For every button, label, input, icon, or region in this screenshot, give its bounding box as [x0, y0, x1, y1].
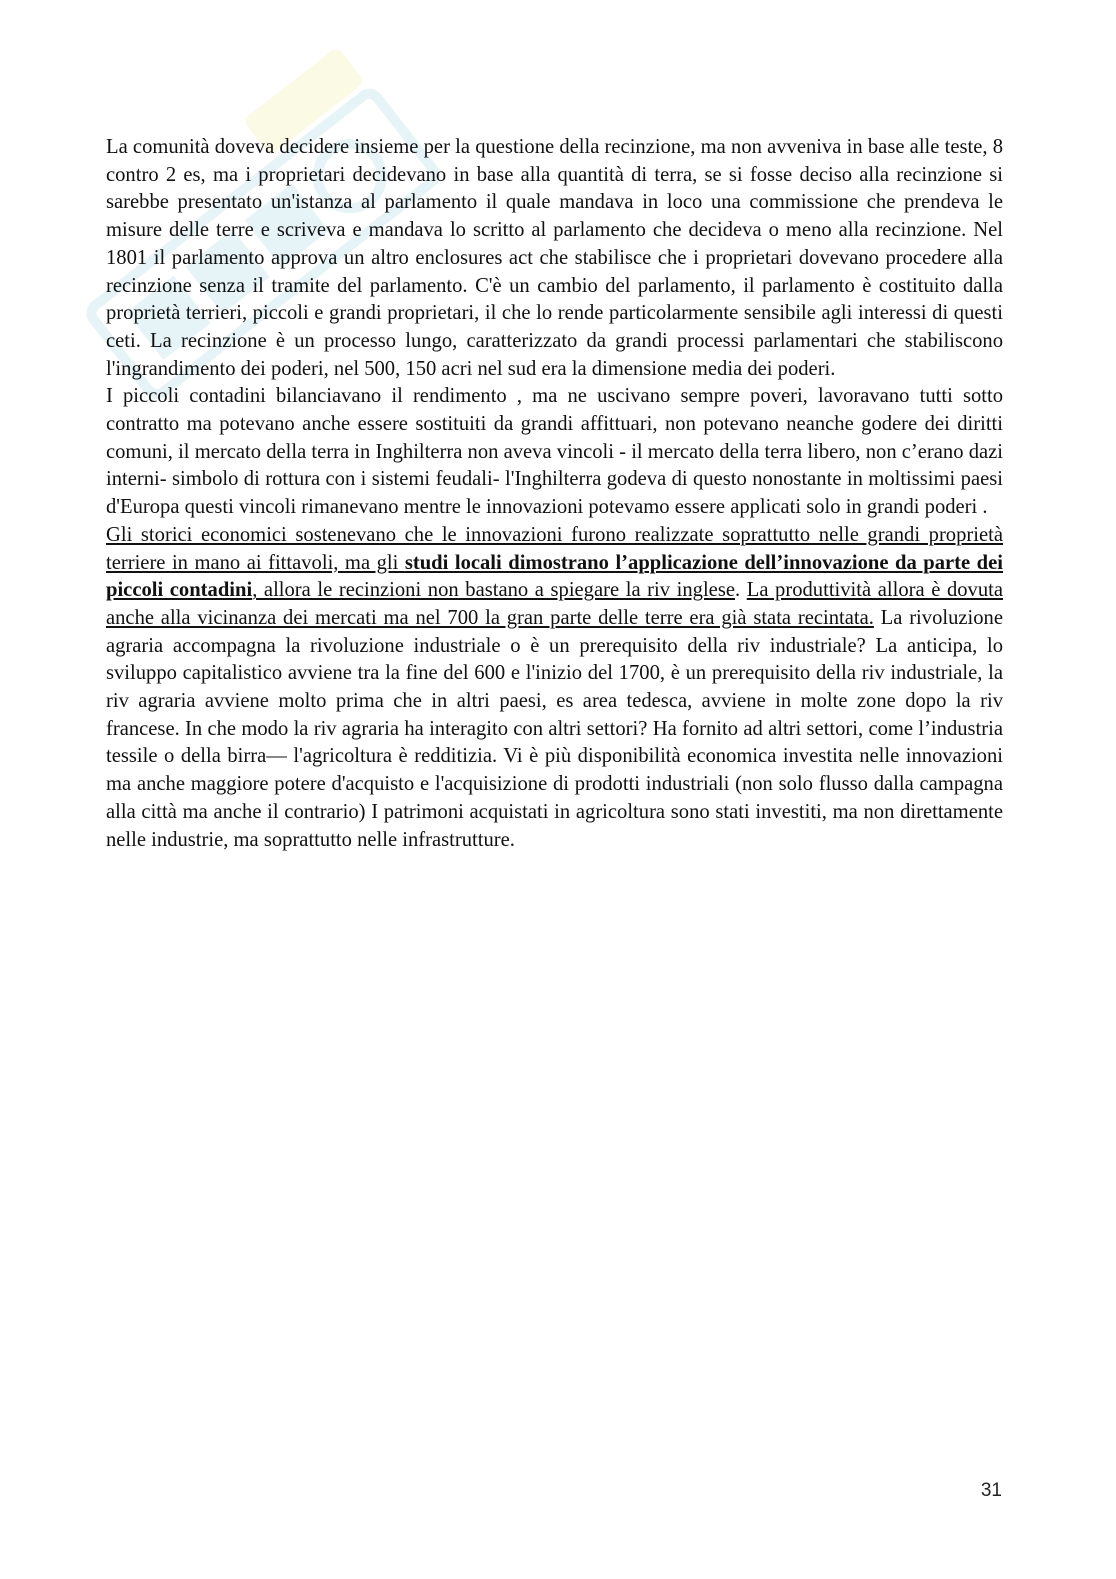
bold-underlined-text: studi locali dimostrano l’applicazione dell’innovazione da parte dei piccoli contadini [106, 551, 1003, 602]
paragraph-enclosures: La comunità doveva decidere insieme per la questione della recinzione, ma non avveniva in base alle teste, 8 contro 2 es, ma i proprietari decidevano in base alla quantità di terra, se si fosse deciso alla recinzione si sarebbe presentato un'istanza al parlamento il quale mandava in loco una commissione che prendeva le misure delle terre e scriveva e mandava lo scritto al parlamento che decideva o meno alla recinzione. Nel 1801 il parlamento approva un altro enclosures act che stabilisce che i proprietari dovevano procedere alla recinzione senza il tramite del parlamento. C'è un cambio del parlamento, il parlamento è costituito dalla proprietà terrieri, piccoli e grandi proprietari, il che lo rende particolarmente sensibile agli interessi di questi ceti. La recinzione è un processo lungo, caratterizzato da grandi processi parlamentari che stabiliscono l'ingrandimento dei poderi, nel 500, 150 acri nel sud era la dimensione media dei poderi. [106, 136, 1003, 380]
paragraph-agrarian-revolution [106, 522, 1003, 854]
plain-text: . [734, 579, 747, 602]
underlined-text: Gli storici economici sostenevano che le innovazioni furono realizzate soprattutto nelle grandi proprietà terriere in mano ai fittavoli, ma gli [106, 523, 1003, 574]
document-body [106, 134, 1003, 854]
paragraph-small-farmers: I piccoli contadini bilanciavano il rendimento , ma ne uscivano sempre poveri, lavoravano tutti sotto contratto ma potevano anche essere sostituiti da grandi affittuari, non potevano neanche godere dei diritti comuni, il mercato della terra in Inghilterra non aveva vincoli - il mercato della terra libero, non c’erano dazi interni- simbolo di rottura con i sistemi feudali- l'Inghilterra godeva di questo nonostante in moltissimi paesi d'Europa questi vincoli rimanevano mentre le innovazioni potevamo essere applicati solo in grandi poderi . [106, 385, 1003, 519]
plain-text: La rivoluzione agraria accompagna la rivoluzione industriale o è un prerequisito della riv industriale? La anticipa, lo sviluppo capitalistico avviene tra la fine del 600 e l'inizio del 1700, è un prerequisito della riv industriale, la riv agraria avviene molto prima che in altri paesi, es area tedesca, avviene in molte zone dopo la riv francese. In che modo la riv agraria ha interagito con altri settori? Ha fornito ad altri settori, come l’industria tessile o della birra— l'agricoltura è redditizia. Vi è più disponibilità economica investita nelle innovazioni ma anche maggiore potere d'acquisto e l'acquisizione di prodotti industriali (non solo flusso dalla campagna alla città ma anche il contrario) I patrimoni acquistati in agricoltura sono stati investiti, ma non direttamente nelle industrie, ma soprattutto nelle infrastrutture. [106, 606, 1003, 851]
page-number: 31 [980, 1480, 1002, 1501]
underlined-text: La produttività allora è dovuta anche alla vicinanza dei mercati ma nel 700 la gran parte delle terre era già stata recintata. [106, 579, 1003, 629]
underlined-text: , allora le recinzioni non bastano a spiegare la riv inglese [252, 579, 735, 602]
